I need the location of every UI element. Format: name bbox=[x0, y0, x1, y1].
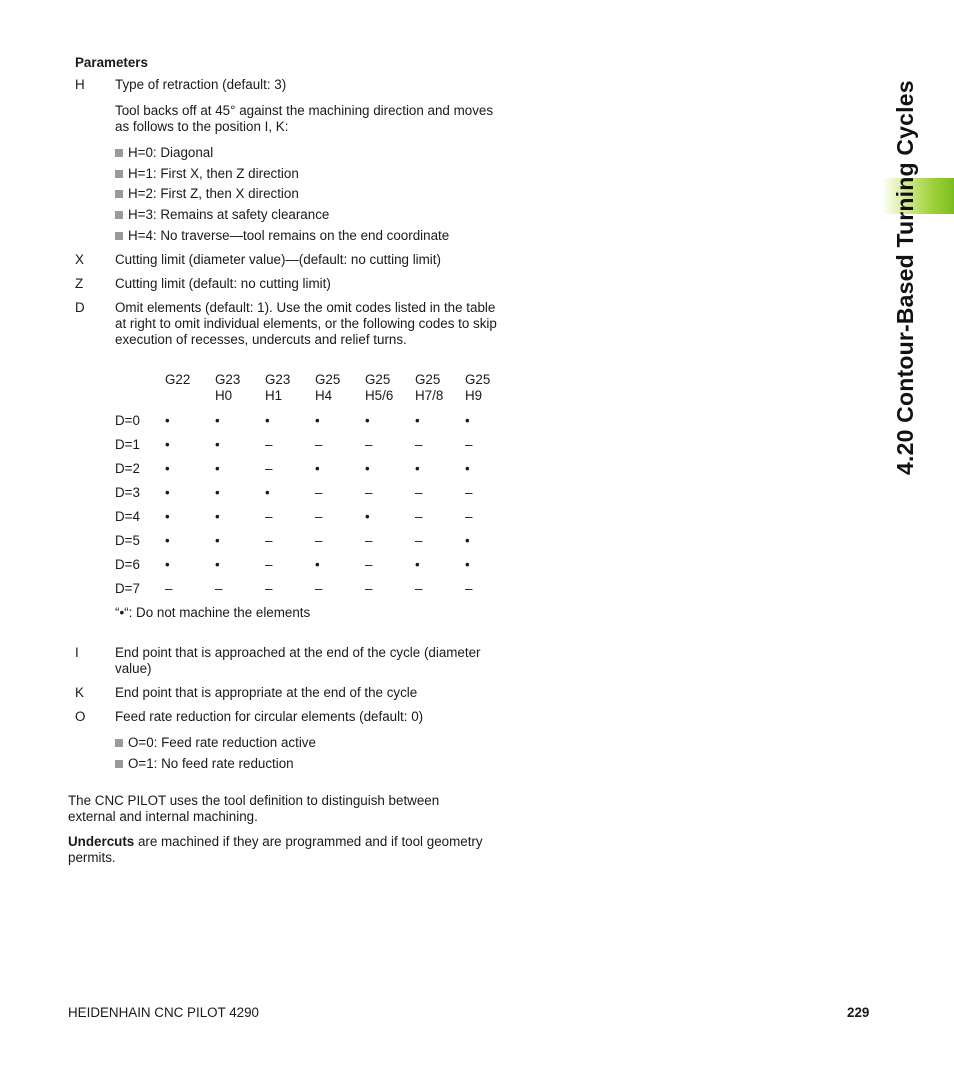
list-item: O=0: Feed rate reduction active bbox=[115, 735, 535, 751]
table-cell: • bbox=[215, 485, 220, 500]
table-row-label: D=4 bbox=[115, 509, 140, 524]
table-row-label: D=7 bbox=[115, 581, 140, 596]
table-cell: • bbox=[165, 533, 170, 548]
table-cell: – bbox=[365, 485, 373, 500]
table-cell: • bbox=[215, 461, 220, 476]
chapter-title: 4.20 Contour-Based Turning Cycles bbox=[892, 80, 918, 475]
table-cell: – bbox=[265, 509, 273, 524]
table-cell: – bbox=[265, 461, 273, 476]
body-paragraph: The CNC PILOT uses the tool definition to distinguish between external and internal machining. bbox=[68, 793, 440, 824]
table-cell: • bbox=[165, 437, 170, 452]
table-cell: – bbox=[415, 533, 423, 548]
table-row-label: D=5 bbox=[115, 533, 140, 548]
table-cell: – bbox=[415, 485, 423, 500]
table-cell: • bbox=[215, 557, 220, 572]
table-cell: – bbox=[315, 437, 323, 452]
bullet-square-icon bbox=[115, 232, 123, 240]
table-cell: – bbox=[365, 581, 373, 596]
param-symbol-d: D bbox=[75, 300, 85, 315]
param-h-detail: Tool backs off at 45° against the machining direction and moves as follows to the position I, K: bbox=[115, 103, 494, 134]
table-cell: • bbox=[415, 413, 420, 428]
table-cell: • bbox=[315, 413, 320, 428]
bullet-square-icon bbox=[115, 190, 123, 198]
table-cell: – bbox=[365, 437, 373, 452]
table-header: G22 bbox=[165, 372, 191, 387]
table-cell: • bbox=[415, 461, 420, 476]
table-cell: – bbox=[265, 557, 273, 572]
table-header: G25 H5/6 bbox=[365, 372, 394, 403]
table-header: G23 H1 bbox=[265, 372, 291, 403]
table-cell: • bbox=[165, 461, 170, 476]
footer-product: HEIDENHAIN CNC PILOT 4290 bbox=[68, 1005, 259, 1020]
param-symbol-x: X bbox=[75, 252, 84, 267]
bullet-square-icon bbox=[115, 760, 123, 768]
param-symbol-z: Z bbox=[75, 276, 84, 291]
table-cell: • bbox=[415, 557, 420, 572]
table-cell: – bbox=[465, 437, 473, 452]
table-cell: – bbox=[365, 533, 373, 548]
list-item: H=1: First X, then Z direction bbox=[115, 166, 535, 182]
table-cell: – bbox=[415, 437, 423, 452]
table-header: G23 H0 bbox=[215, 372, 241, 403]
table-cell: – bbox=[215, 581, 223, 596]
list-item: H=2: First Z, then X direction bbox=[115, 186, 535, 202]
param-symbol-i: I bbox=[75, 645, 79, 660]
param-symbol-k: K bbox=[75, 685, 84, 700]
table-cell: – bbox=[315, 533, 323, 548]
param-symbol-o: O bbox=[75, 709, 86, 724]
table-cell: • bbox=[215, 413, 220, 428]
bullet-square-icon bbox=[115, 149, 123, 157]
list-item: H=4: No traverse—tool remains on the end coordinate bbox=[115, 228, 535, 244]
table-cell: – bbox=[465, 509, 473, 524]
table-cell: • bbox=[465, 533, 470, 548]
table-cell: – bbox=[415, 509, 423, 524]
table-cell: • bbox=[315, 557, 320, 572]
table-header: G25 H7/8 bbox=[415, 372, 444, 403]
table-cell: • bbox=[265, 485, 270, 500]
table-cell: • bbox=[165, 557, 170, 572]
table-cell: • bbox=[465, 413, 470, 428]
param-desc-i: End point that is approached at the end of the cycle (diameter value) bbox=[115, 645, 481, 676]
param-desc-o: Feed rate reduction for circular elements (default: 0) bbox=[115, 709, 424, 724]
table-cell: – bbox=[315, 485, 323, 500]
table-cell: • bbox=[215, 533, 220, 548]
table-cell: – bbox=[265, 533, 273, 548]
table-cell: – bbox=[315, 581, 323, 596]
bullet-square-icon bbox=[115, 170, 123, 178]
table-cell: • bbox=[465, 557, 470, 572]
table-row-label: D=0 bbox=[115, 413, 140, 428]
table-row-label: D=3 bbox=[115, 485, 140, 500]
table-row-label: D=2 bbox=[115, 461, 140, 476]
param-desc-h: Type of retraction (default: 3) bbox=[115, 77, 287, 92]
table-cell: • bbox=[465, 461, 470, 476]
param-desc-z: Cutting limit (default: no cutting limit) bbox=[115, 276, 331, 291]
bullet-square-icon bbox=[115, 739, 123, 747]
parameters-heading: Parameters bbox=[75, 55, 148, 70]
param-desc-k: End point that is appropriate at the end of the cycle bbox=[115, 685, 418, 700]
table-cell: • bbox=[215, 509, 220, 524]
param-desc-d: Omit elements (default: 1). Use the omit codes listed in the table at right to omit individual elements, or the following codes to skip execution of recesses, undercuts and relief turns. bbox=[115, 300, 497, 347]
table-cell: – bbox=[265, 581, 273, 596]
table-cell: – bbox=[465, 581, 473, 596]
param-desc-x: Cutting limit (diameter value)—(default: no cutting limit) bbox=[115, 252, 441, 267]
table-cell: • bbox=[165, 413, 170, 428]
param-symbol-h: H bbox=[75, 77, 85, 92]
table-cell: – bbox=[365, 557, 373, 572]
table-header: G25 H9 bbox=[465, 372, 491, 403]
page-number: 229 bbox=[847, 1005, 870, 1020]
table-cell: • bbox=[215, 437, 220, 452]
table-cell: • bbox=[165, 485, 170, 500]
table-cell: – bbox=[415, 581, 423, 596]
body-paragraph: Undercuts are machined if they are programmed and if tool geometry permits. bbox=[68, 834, 483, 865]
table-row-label: D=6 bbox=[115, 557, 140, 572]
table-cell: • bbox=[315, 461, 320, 476]
table-cell: • bbox=[365, 461, 370, 476]
table-cell: – bbox=[315, 509, 323, 524]
table-header: G25 H4 bbox=[315, 372, 341, 403]
table-cell: • bbox=[365, 413, 370, 428]
list-item: H=3: Remains at safety clearance bbox=[115, 207, 535, 223]
table-cell: • bbox=[265, 413, 270, 428]
table-note: “•“: Do not machine the elements bbox=[115, 605, 311, 620]
list-item: H=0: Diagonal bbox=[115, 145, 535, 161]
table-row-label: D=1 bbox=[115, 437, 140, 452]
table-cell: – bbox=[165, 581, 173, 596]
table-cell: • bbox=[165, 509, 170, 524]
table-cell: – bbox=[265, 437, 273, 452]
table-cell: • bbox=[365, 509, 370, 524]
table-cell: – bbox=[465, 485, 473, 500]
bullet-square-icon bbox=[115, 211, 123, 219]
list-item: O=1: No feed rate reduction bbox=[115, 756, 535, 772]
